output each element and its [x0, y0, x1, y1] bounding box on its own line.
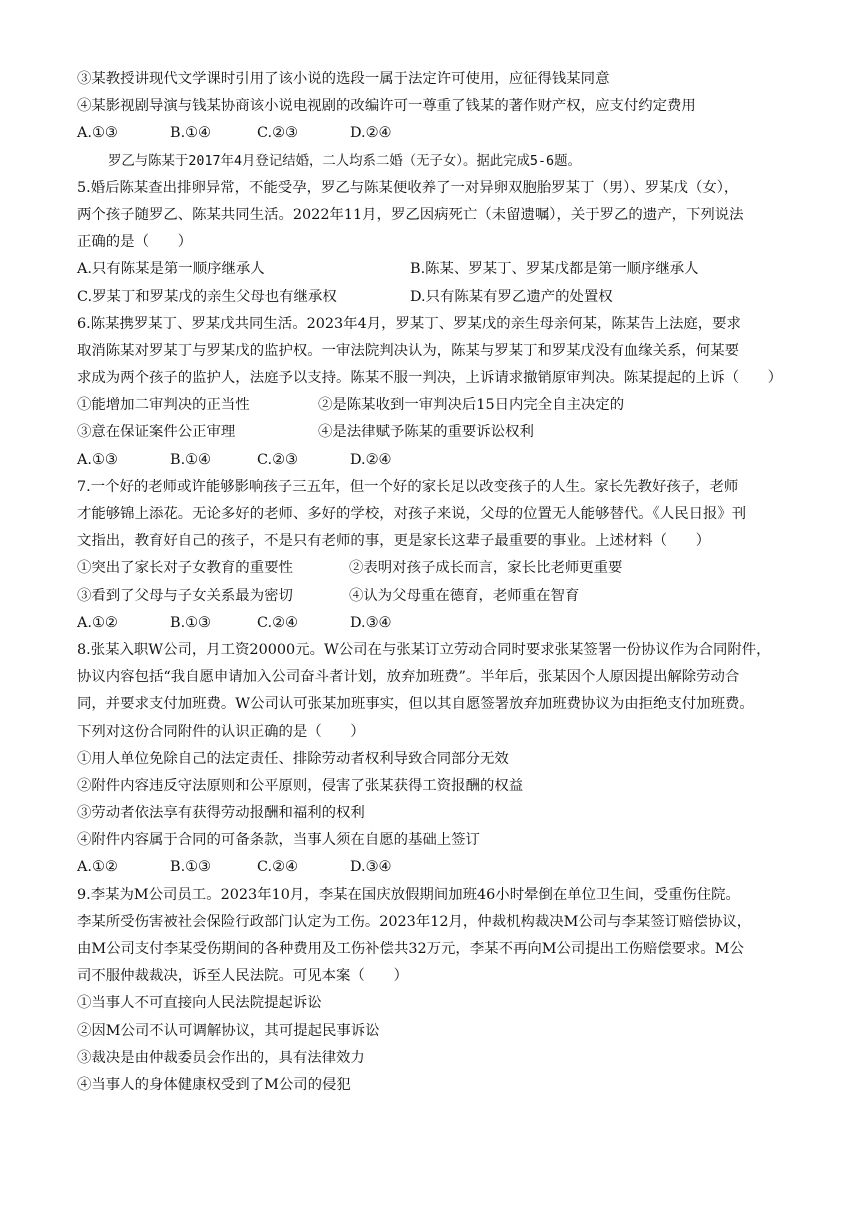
q9-statement-1: ①当事人不可直接向人民法院提起诉讼: [77, 995, 322, 1012]
q8-statement-2: ②附件内容违反守法原则和公平原则，侵害了张某获得工资报酬的权益: [77, 777, 524, 794]
q8-statement-4: ④附件内容属于合同的可备条款，当事人须在自愿的基础上签订: [77, 832, 480, 849]
q9-statement-2: ②因M公司不认可调解协议，其可提起民事诉讼: [77, 1022, 380, 1039]
q8-option-c: C.②④: [257, 859, 298, 876]
q7-statement-1: ①突出了家长对子女教育的重要性: [77, 560, 293, 577]
q8-statement-3: ③劳动者依法享有获得劳动报酬和福利的权利: [77, 805, 365, 822]
q8-line-3: 同，并要求支付加班费。W公司认可张某加班事实，但以其自愿签署放弃加班费协议为由拒绝支付加班费。: [77, 696, 754, 713]
q7-option-c: C.②④: [257, 614, 298, 631]
q4-option-d: D.②④: [350, 125, 392, 142]
q7-line-3: 文指出，教育好自己的孩子，不是只有老师的事，更是家长这辈子最重要的事业。上述材料（ ）: [77, 533, 711, 550]
q5-option-b: B.陈某、罗某丁、罗某戊都是第一顺序继承人: [410, 261, 699, 278]
q5-options-row-1: [77, 256, 797, 283]
q7-statement-4: ④认为父母重在德育，老师重在智育: [349, 587, 580, 604]
q5-line-1: 5.婚后陈某查出排卵异常，不能受孕，罗乙与陈某便收养了一对异卵双胞胎罗某丁（男）、罗某戊（女），: [77, 179, 739, 196]
q5-option-c: C.罗某丁和罗某戊的亲生父母也有继承权: [77, 288, 337, 305]
q5-option-d: D.只有陈某有罗乙遗产的处置权: [410, 288, 613, 305]
q6-line-3: 求成为两个孩子的监护人，法庭予以支持。陈某不服一判决，上诉请求撤销原审判决。陈某提起的上诉（ ）: [77, 370, 783, 387]
q6-option-a: A.①③: [77, 451, 118, 468]
q5-line-3: 正确的是（ ）: [77, 234, 193, 251]
q8-option-b: B.①③: [170, 859, 211, 876]
q8-line-1: 8.张某入职W公司，月工资20000元。W公司在与张某订立劳动合同时要求张某签署一份协议作为合同附件，: [77, 641, 771, 658]
q9-statement-4: ④当事人的身体健康权受到了M公司的侵犯: [77, 1076, 351, 1093]
q9-statement-3: ③裁决是由仲裁委员会作出的，具有法律效力: [77, 1049, 365, 1066]
q8-line-2: 协议内容包括“我自愿申请加入公司奋斗者计划，放弃加班费”。半年后，张某因个人原因提出解除劳动合: [77, 669, 740, 686]
q6-line-2: 取消陈某对罗某丁与罗某戊的监护权。一审法院判决认为，陈某与罗某丁和罗某戊没有血缘关系，何某要: [77, 342, 739, 359]
q4-option-a: A.①③: [77, 125, 118, 142]
q7-statement-3: ③看到了父母与子女关系最为密切: [77, 587, 293, 604]
q7-option-b: B.①③: [170, 614, 211, 631]
q5-options-row-2: [77, 284, 797, 311]
q6-statement-1: ①能增加二审判决的正当性: [77, 397, 250, 414]
q7-statements-row-1: [77, 555, 797, 582]
q8-statement-1: ①用人单位免除自己的法定责任、排除劳动者权利导致合同部分无效: [77, 750, 509, 767]
q4-option-c: C.②③: [257, 125, 298, 142]
q6-options: [77, 447, 797, 474]
q9-line-4: 司不服仲裁裁决，诉至人民法院。可见本案（ ）: [77, 968, 408, 985]
q7-statement-2: ②表明对孩子成长而言，家长比老师更重要: [349, 560, 623, 577]
q8-option-d: D.③④: [350, 859, 392, 876]
q9-line-2: 李某所受伤害被社会保险行政部门认定为工伤。2023年12月，仲裁机构裁决M公司与李某签订赔偿协议，: [77, 913, 752, 930]
q6-option-b: B.①④: [170, 451, 211, 468]
q8-line-4: 下列对这份合同附件的认识正确的是（ ）: [77, 723, 365, 740]
q7-option-a: A.①②: [77, 614, 118, 631]
q6-statement-2: ②是陈某收到一审判决后15日内完全自主决定的: [318, 397, 625, 414]
q8-options: [77, 854, 797, 881]
q7-statements-row-2: [77, 583, 797, 610]
q5-line-2: 两个孩子随罗乙、陈某共同生活。2022年11月，罗乙因病死亡（未留遗嘱），关于罗乙的遗产，下列说法: [77, 206, 744, 223]
q6-statement-3: ③意在保证案件公正审理: [77, 424, 236, 441]
q6-option-d: D.②④: [350, 451, 392, 468]
q4-statement-3: ③某教授讲现代文学课时引用了该小说的选段一属于法定许可使用，应征得钱某同意: [77, 71, 610, 87]
q8-option-a: A.①②: [77, 859, 118, 876]
q7-line-2: 才能够锦上添花。无论多好的老师、多好的学校，对孩子来说，父母的位置无人能够替代。《人民日报》刊: [77, 506, 747, 522]
q4-options: [77, 120, 797, 147]
q5-option-a: A.只有陈某是第一顺序继承人: [77, 261, 265, 278]
q7-line-1: 7.一个好的老师或许能够影响孩子三五年，但一个好的家长足以改变孩子的人生。家长先教好孩子，老师: [77, 478, 739, 495]
q6-statements-row-1: [77, 392, 797, 419]
q4-option-b: B.①④: [170, 125, 211, 142]
q4-statement-4: ④某影视剧导演与钱某协商该小说电视剧的改编许可一尊重了钱某的著作财产权，应支付约定费用: [77, 98, 696, 115]
q6-statement-4: ④是法律赋予陈某的重要诉讼权利: [318, 424, 534, 441]
q9-line-1: 9.李某为M公司员工。2023年10月，李某在国庆放假期间加班46小时晕倒在单位卫生间，受重伤住院。: [77, 886, 740, 903]
q6-option-c: C.②③: [257, 451, 298, 468]
q9-line-3: 由M公司支付李某受伤期间的各种费用及工伤补偿共32万元，李某不再向M公司提出工伤赔偿要求。M公: [77, 941, 744, 957]
q6-line-1: 6.陈某携罗某丁、罗某戊共同生活。2023年4月，罗某丁、罗某戊的亲生母亲何某，陈某告上法庭，要求: [77, 315, 741, 332]
q6-statements-row-2: [77, 419, 797, 446]
exam-page: [77, 66, 797, 1099]
q7-option-d: D.③④: [350, 614, 392, 631]
intro-5-6: 罗乙与陈某于2017年4月登记结婚，二人均系二婚（无子女）。据此完成5-6题。: [108, 153, 581, 169]
q7-options: [77, 610, 797, 637]
